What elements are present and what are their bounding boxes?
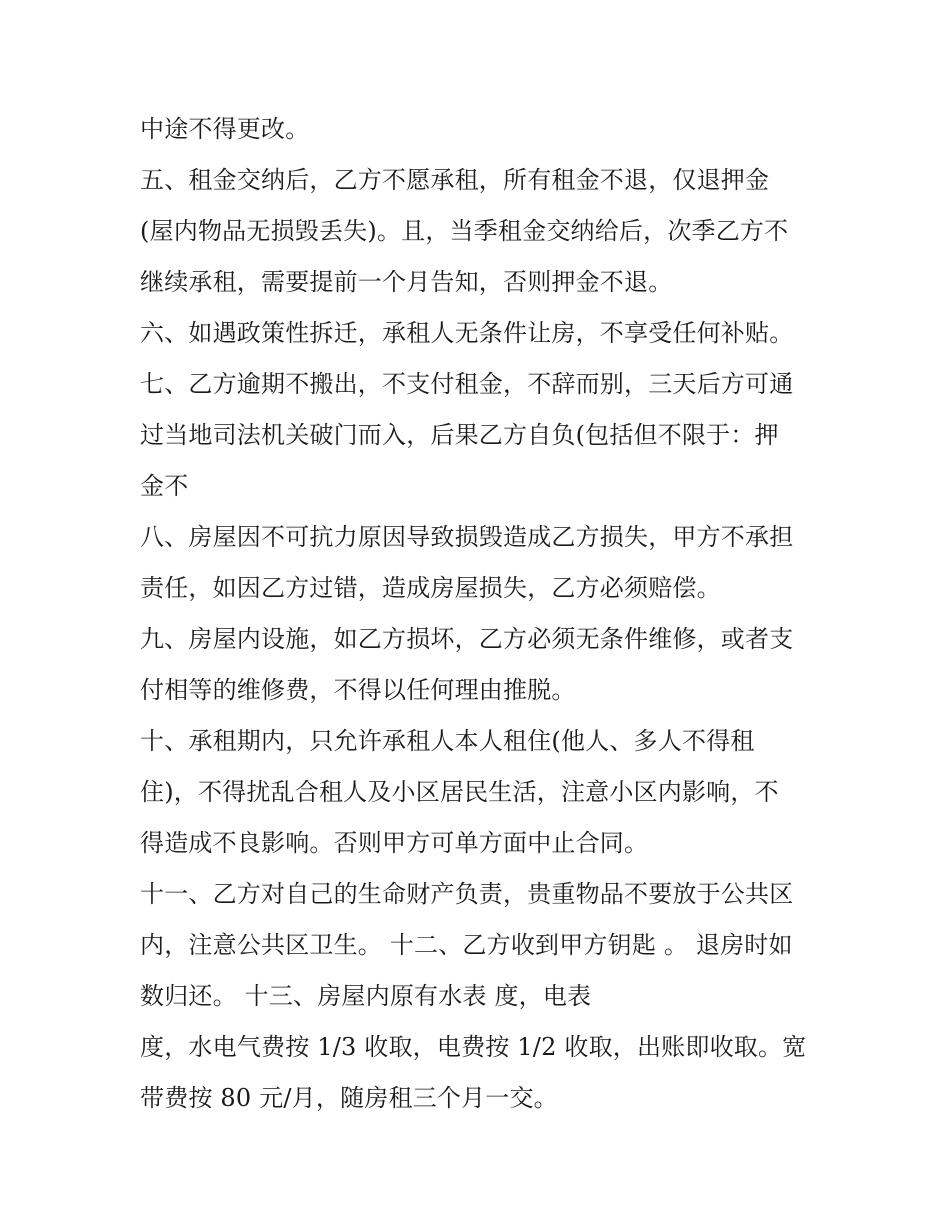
text-line: 度，水电气费按 1/3 收取，电费按 1/2 收取，出账即收取。宽 — [140, 1033, 807, 1061]
text-line: 中途不得更改。 — [140, 115, 310, 143]
text-line: 继续承租，需要提前一个月告知，否则押金不退。 — [140, 268, 673, 296]
text-line: 住)，不得扰乱合租人及小区居民生活，注意小区内影响，不 — [140, 778, 779, 806]
text-line: 十一、乙方对自己的生命财产负责，贵重物品不要放于公共区 — [140, 880, 794, 908]
text-line: 八、房屋因不可抗力原因导致损毁造成乙方损失，甲方不承担 — [140, 523, 794, 551]
text-line: 付相等的维修费，不得以任何理由推脱。 — [140, 676, 576, 704]
text-line: 带费按 80 元/月，随房租三个月一交。 — [140, 1084, 558, 1112]
text-line: 九、房屋内设施，如乙方损坏，乙方必须无条件维修，或者支 — [140, 625, 794, 653]
text-line: 过当地司法机关破门而入，后果乙方自负(包括但不限于：押 — [140, 421, 779, 449]
text-line: (屋内物品无损毁丢失)。且，当季租金交纳给后，次季乙方不 — [140, 217, 789, 245]
text-line: 六、如遇政策性拆迁，承租人无条件让房，不享受任何补贴。 — [140, 319, 794, 347]
text-line: 七、乙方逾期不搬出，不支付租金，不辞而别，三天后方可通 — [140, 370, 794, 398]
text-line: 内，注意公共区卫生。 十二、乙方收到甲方钥匙 。 退房时如 — [140, 931, 793, 959]
text-line: 十、承租期内，只允许承租人本人租住(他人、多人不得租 — [140, 727, 755, 755]
text-line: 数归还。 十三、房屋内原有水表 度，电表 — [140, 982, 592, 1010]
text-line: 金不 — [140, 472, 189, 500]
text-line: 五、租金交纳后，乙方不愿承租，所有租金不退，仅退押金 — [140, 166, 770, 194]
text-line: 责任，如因乙方过错，造成房屋损失，乙方必须赔偿。 — [140, 574, 721, 602]
text-line: 得造成不良影响。否则甲方可单方面中止合同。 — [140, 829, 649, 857]
